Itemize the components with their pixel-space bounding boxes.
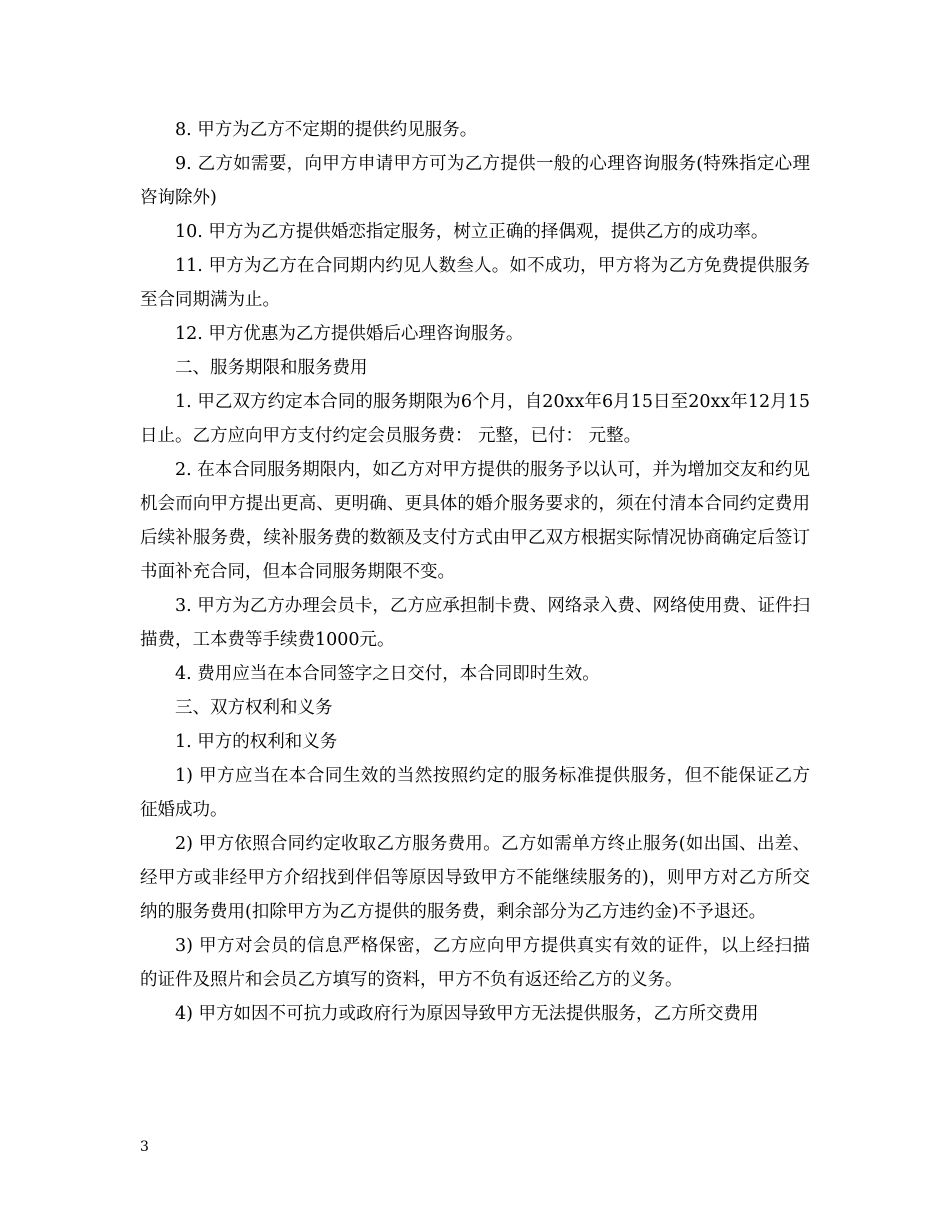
paragraph: 1) 甲方应当在本合同生效的当然按照约定的服务标准提供服务，但不能保证乙方征婚成功。 bbox=[140, 766, 810, 820]
paragraph: 1. 甲乙双方约定本合同的服务期限为6个月，自20xx年6月15日至20xx年12月15日止。乙方应向甲方支付约定会员服务费： 元整，已付： 元整。 bbox=[140, 392, 810, 446]
paragraph: 3) 甲方对会员的信息严格保密，乙方应向甲方提供真实有效的证件，以上经扫描的证件及照片和会员乙方填写的资料，甲方不负有返还给乙方的义务。 bbox=[140, 936, 810, 990]
paragraph: 8. 甲方为乙方不定期的提供约见服务。 bbox=[175, 120, 478, 140]
paragraph: 2. 在本合同服务期限内，如乙方对甲方提供的服务予以认可，并为增加交友和约见机会而向甲方提出更高、更明确、更具体的婚介服务要求的，须在付清本合同约定费用后续补服务费，续补服务费的数额及支付方式由甲乙双方根据实际情况协商确定后签订书面补充合同，但本合同服务期限不变。 bbox=[140, 460, 810, 582]
paragraph: 10. 甲方为乙方提供婚恋指定服务，树立正确的择偶观，提供乙方的成功率。 bbox=[175, 222, 769, 242]
paragraph: 2) 甲方依照合同约定收取乙方服务费用。乙方如需单方终止服务(如出国、出差、经甲方或非经甲方介绍找到伴侣等原因导致甲方不能继续服务的)，则甲方对乙方所交纳的服务费用(扣除甲方为乙方提供的服务费，剩余部分为乙方违约金)不予退还。 bbox=[140, 834, 810, 922]
paragraph: 11. 甲方为乙方在合同期内约见人数叁人。如不成功，甲方将为乙方免费提供服务至合同期满为止。 bbox=[140, 256, 810, 310]
document-body bbox=[140, 113, 810, 1031]
section-heading: 三、双方权利和义务 bbox=[175, 698, 333, 718]
section-heading: 二、服务期限和服务费用 bbox=[175, 358, 368, 378]
page-number: 3 bbox=[140, 1139, 149, 1155]
paragraph: 9. 乙方如需要，向甲方申请甲方可为乙方提供一般的心理咨询服务(特殊指定心理咨询除外) bbox=[140, 154, 810, 208]
paragraph: 4. 费用应当在本合同签字之日交付，本合同即时生效。 bbox=[175, 664, 600, 684]
subsection-heading: 1. 甲方的权利和义务 bbox=[175, 732, 338, 752]
paragraph: 12. 甲方优惠为乙方提供婚后心理咨询服务。 bbox=[175, 324, 524, 344]
paragraph: 4) 甲方如因不可抗力或政府行为原因导致甲方无法提供服务，乙方所交费用 bbox=[175, 1004, 759, 1024]
paragraph: 3. 甲方为乙方办理会员卡，乙方应承担制卡费、网络录入费、网络使用费、证件扫描费，工本费等手续费1000元。 bbox=[140, 596, 810, 650]
